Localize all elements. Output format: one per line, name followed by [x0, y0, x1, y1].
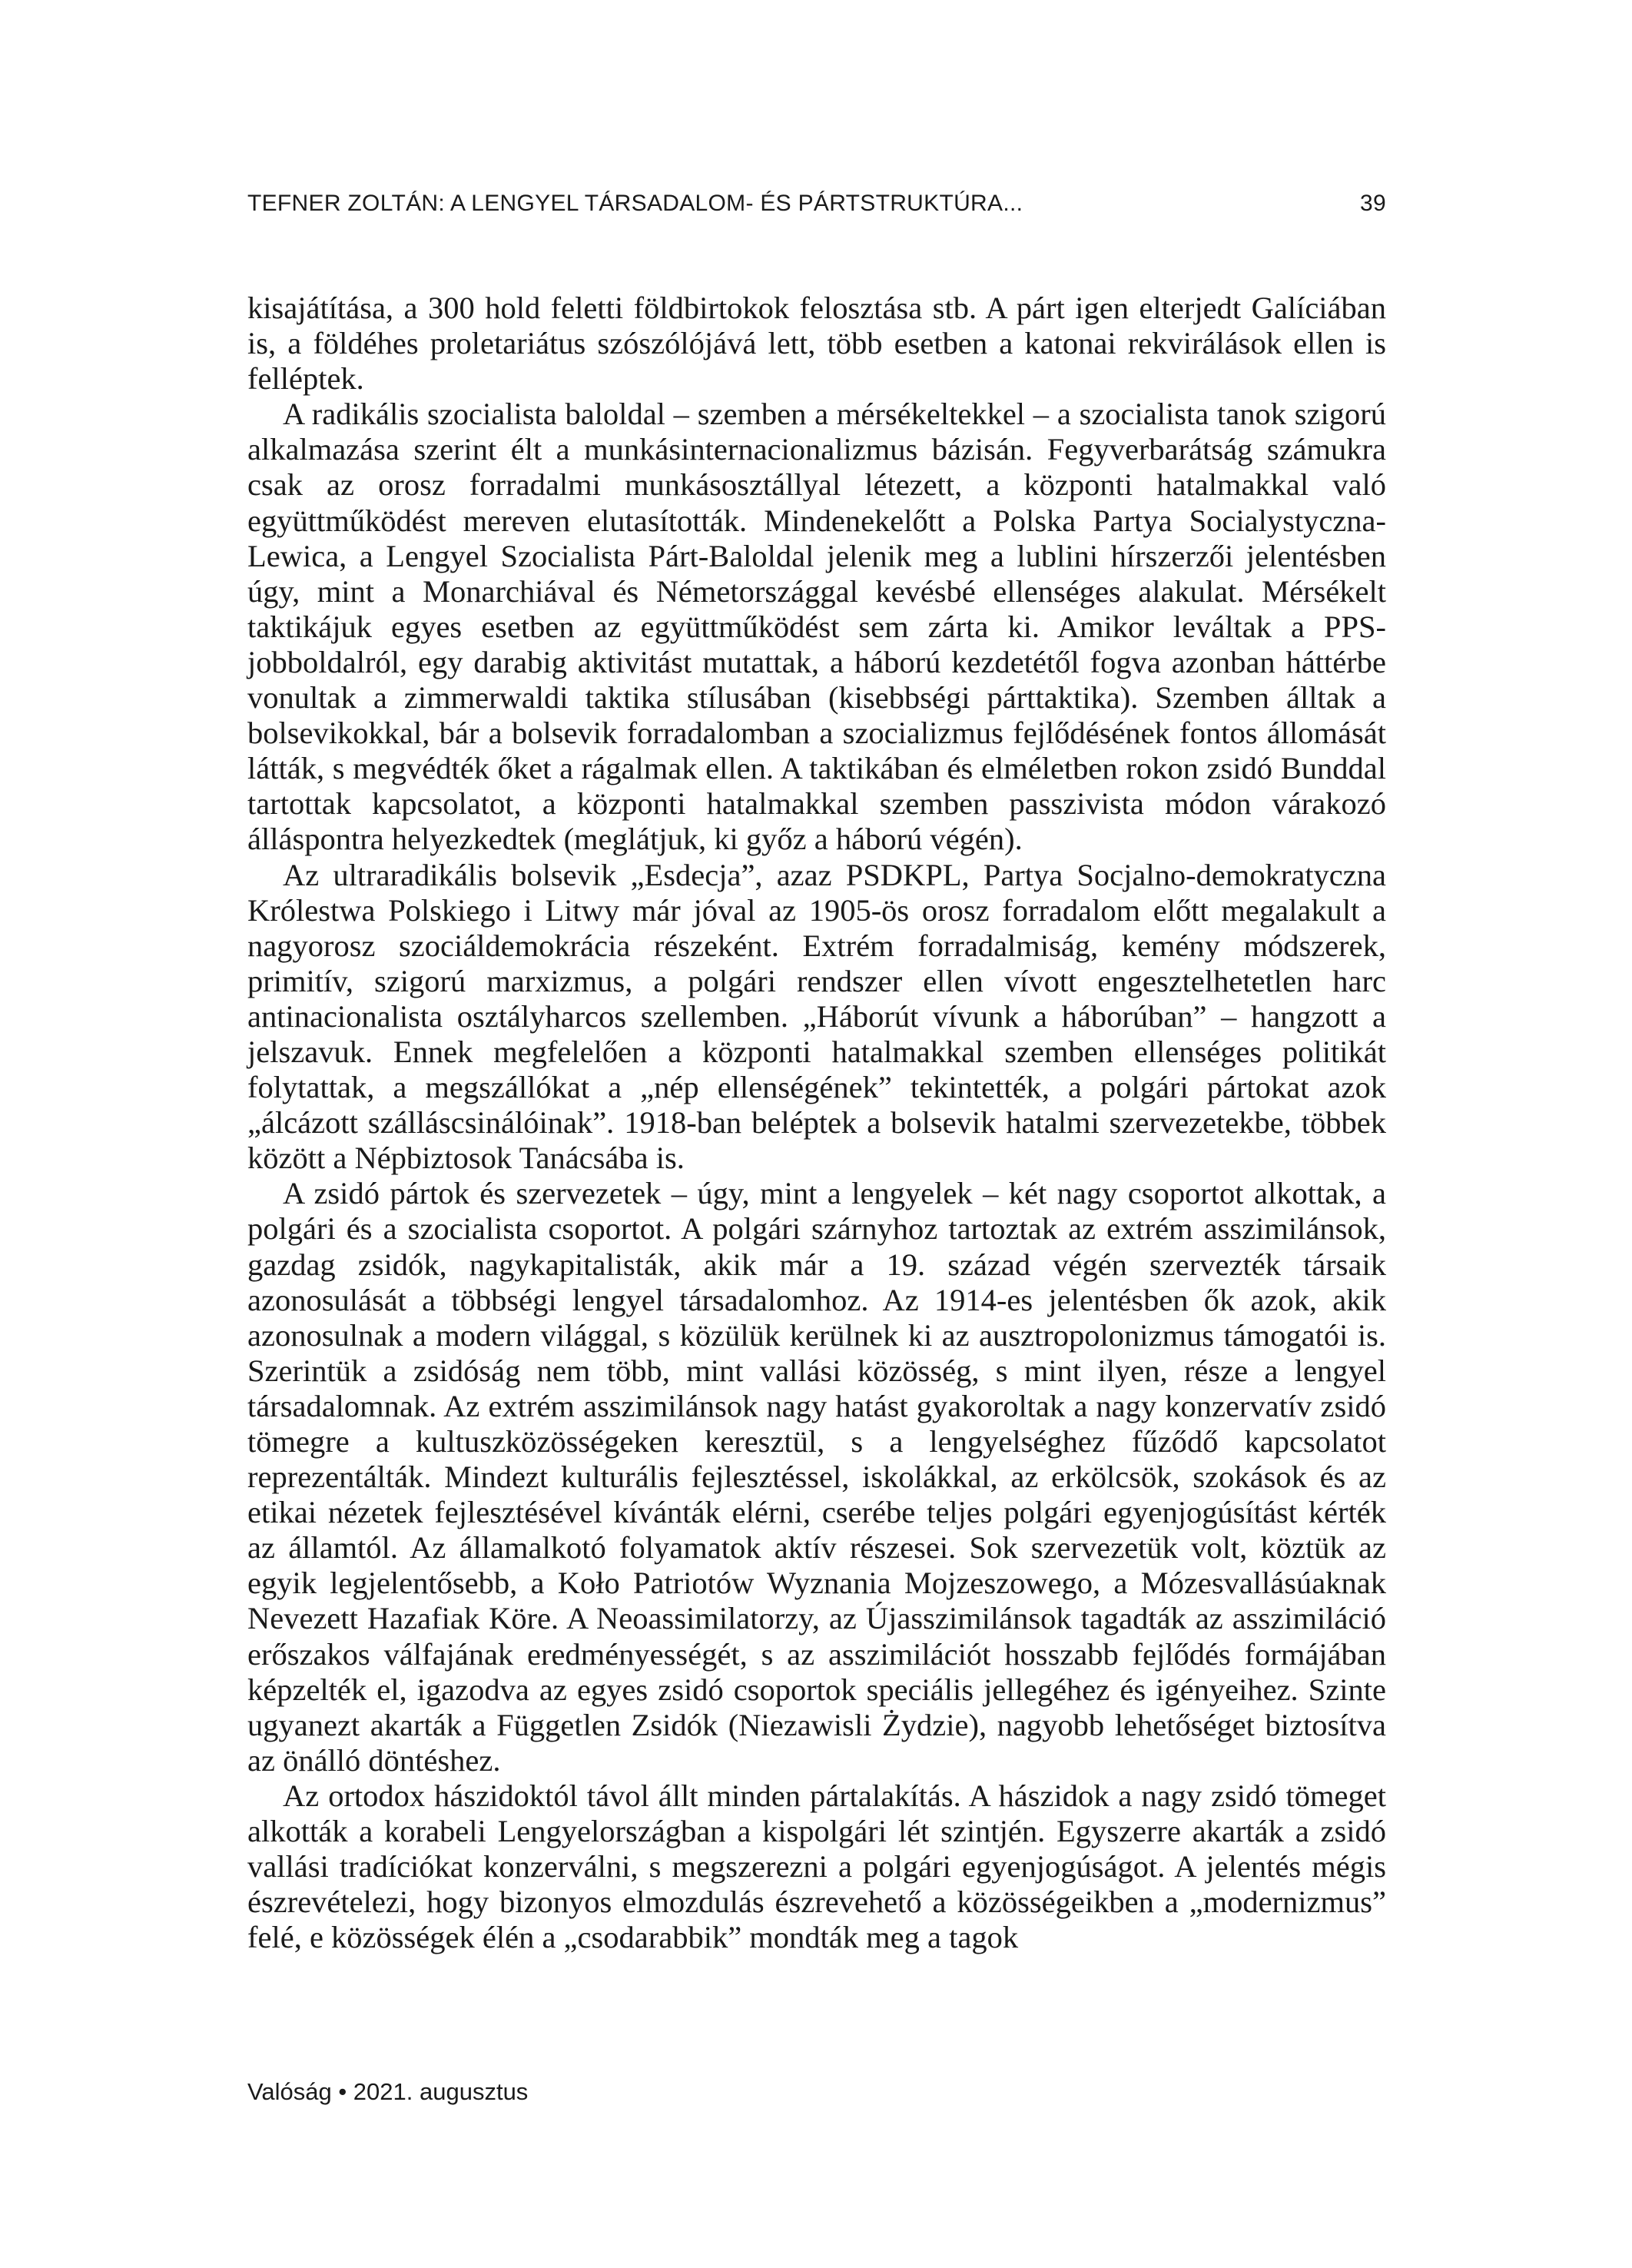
running-header — [247, 191, 1386, 221]
page-footer: Valóság • 2021. augusztus — [247, 2078, 529, 2105]
paragraph-jewish-parties: A zsidó pártok és szervezetek – úgy, mint a lengyelek – két nagy csoportot alkottak, a polgári és a szocialista csoportot. A polgári szárnyhoz tartoztak az extrém asszimilánsok, gazdag zsidók, nagykapitalisták, akik már a 19. század végén szervezték társaik azonosulását a többségi lengyel társadalomhoz. Az 1914-es jelentésben ők azok, akik azonosulnak a modern világgal, s közülük kerülnek ki az ausztropolonizmus támogatói is. Szerintük a zsidóság nem több, mint vallási közösség, s mint ilyen, része a lengyel társadalomnak. Az extrém asszimilánsok nagy hatást gyakoroltak a nagy konzervatív zsidó tömegre a kultuszközösségeken keresztül, s a lengyelséghez fűződő kapcsolatot reprezentálták. Mindezt kulturális fejlesztéssel, iskolákkal, az erkölcsök, szokások és az etikai nézetek fejlesztésével kívánták elérni, cserébe teljes polgári egyenjogúsítást kérték az államtól. Az államalkotó folyamatok aktív részesei. Sok szervezetük volt, köztük az egyik legjelentősebb, a Koło Patriotów Wyznania Mojzeszowego, a Mózesvallásúaknak Nevezett Hazafiak Köre. A Neoassimilatorzy, az Újasszimilánsok tagadták az asszimiláció erőszakos válfajának eredményességét, s az asszimilációt hosszabb fejlődés formájában képzelték el, igazodva az egyes zsidó csoportok speciális jellegéhez és igényeihez. Szinte ugyanezt akarták a Független Zsidók (Niezawisli Żydzie), nagyobb lehetőséget biztosítva az önálló döntéshez. — [247, 1176, 1386, 1778]
paragraph-radical-left: A radikális szocialista baloldal – szemben a mérsékeltekkel – a szocialista tanok szigorú alkalmazása szerint élt a munkásinternacionalizmus bázisán. Fegyverbarátság számukra csak az orosz forradalmi munkásosztállyal létezett, a központi hatalmakkal való együttműködést mereven elutasították. Mindenekelőtt a Polska Partya Socialystyczna-Lewica, a Lengyel Szocialista Párt-Baloldal jelenik meg a lublini hírszerzői jelentésben úgy, mint a Monarchiával és Németországgal kevésbé ellenséges alakulat. Mérsékelt taktikájuk egyes esetben az együttműködést sem zárta ki. Amikor leváltak a PPS-jobboldalról, egy darabig aktivitást mutattak, a háború kezdetétől fogva azonban háttérbe vonultak a zimmerwaldi taktika stílusában (kisebbségi párttaktika). Szemben álltak a bolsevikokkal, bár a bolsevik forradalomban a szocializmus fejlődésének fontos állomását látták, s megvédték őket a rágalmak ellen. A taktikában és elméletben rokon zsidó Bunddal tartottak kapcsolatot, a központi hatalmakkal szemben passzivista módon várakozó álláspontra helyezkedtek (meglátjuk, ki győz a háború végén). — [247, 397, 1386, 857]
paragraph-hasidim: Az ortodox hászidoktól távol állt minden pártalakítás. A hászidok a nagy zsidó tömeget alkották a korabeli Lengyelországban a kispolgári lét szintjén. Egyszerre akarták a zsidó vallási tradíciókat konzerválni, s megszerezni a polgári egyenjogúságot. A jelentés mégis észrevételezi, hogy bizonyos elmozdulás észrevehető a közösségeikben a „modernizmus” felé, e közösségek élén a „csodarabbik” mondták meg a tagok — [247, 1778, 1386, 1955]
paragraph-continuation: kisajátítása, a 300 hold feletti földbirtokok felosztása stb. A párt igen elterjedt Galíciában is, a földéhes proletariátus szószólójává lett, több esetben a katonai rekvirálások ellen is felléptek. — [247, 291, 1386, 397]
running-title: TEFNER ZOLTÁN: A LENGYEL TÁRSADALOM- ÉS PÁRTSTRUKTÚRA... — [247, 191, 1023, 216]
article-body — [247, 291, 1386, 1955]
paragraph-esdecja: Az ultraradikális bolsevik „Esdecja”, azaz PSDKPL, Partya Socjalno-demokratyczna Królestwa Polskiego i Litwy már jóval az 1905-ös orosz forradalom előtt megalakult a nagyorosz szociáldemokrácia részeként. Extrém forradalmiság, kemény módszerek, primitív, szigorú marxizmus, a polgári rendszer ellen vívott engesztelhetetlen harc antinacionalista osztályharcos szellemben. „Háborút vívunk a háborúban” – hangzott a jelszavuk. Ennek megfelelően a központi hatalmakkal szemben ellenséges politikát folytattak, a megszállókat a „nép ellenségének” tekintették, a polgári pártokat azok „álcázott szálláscsinálóinak”. 1918-ban beléptek a bolsevik hatalmi szervezetekbe, többek között a Népbiztosok Tanácsába is. — [247, 857, 1386, 1176]
page-number: 39 — [1360, 191, 1386, 216]
